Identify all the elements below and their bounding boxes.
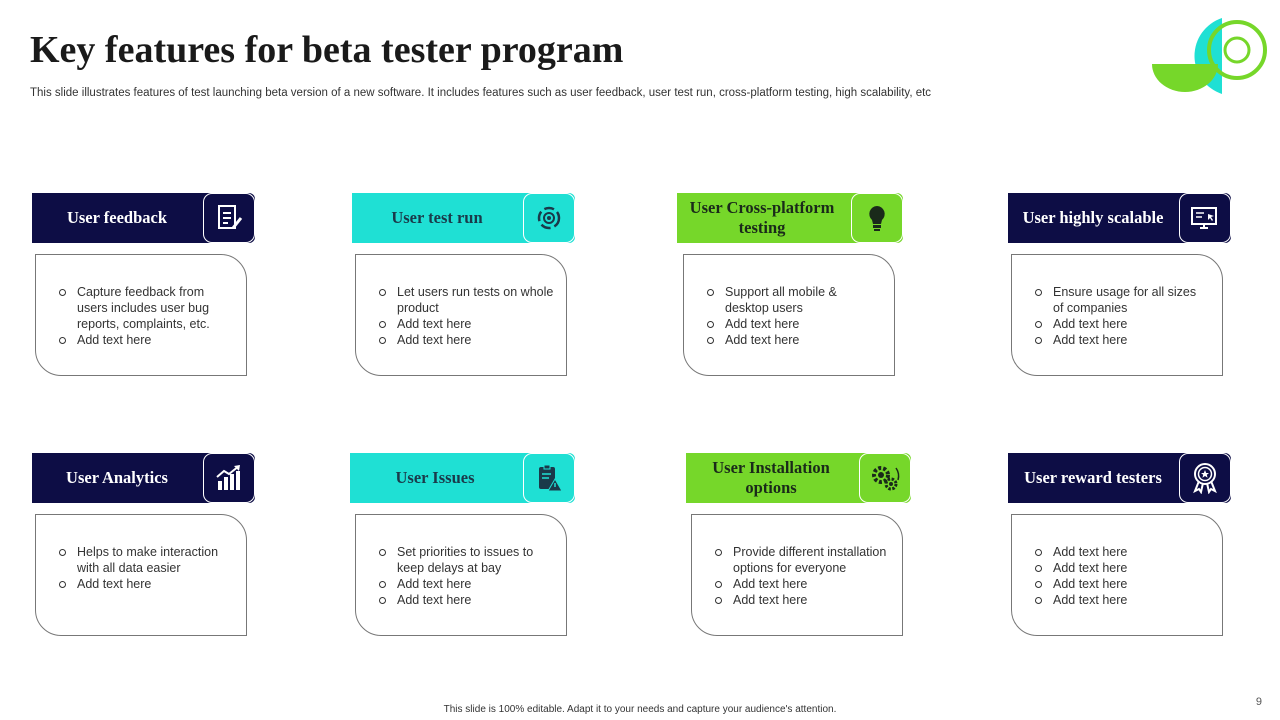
card-header — [1008, 193, 1231, 243]
list-item: Add text here — [379, 576, 554, 592]
list-item: Add text here — [707, 316, 882, 332]
list-item: Add text here — [379, 332, 554, 348]
card-title: User test run — [391, 208, 483, 228]
card-body — [691, 514, 903, 636]
list-item: Add text here — [1035, 544, 1210, 560]
card-body — [35, 254, 247, 376]
list-item: Add text here — [707, 332, 882, 348]
monitor-icon — [1179, 193, 1231, 243]
list-item: Add text here — [379, 316, 554, 332]
card-header — [677, 193, 903, 243]
card-body — [35, 514, 247, 636]
list-item: Set priorities to issues to keep delays at bay — [379, 544, 554, 576]
feature-card-user-analytics — [32, 453, 257, 643]
list-item: Add text here — [1035, 332, 1210, 348]
page-title: Key features for beta tester program — [30, 29, 624, 71]
feature-card-user-test-run — [352, 193, 577, 383]
card-body — [1011, 514, 1223, 636]
award-ribbon-icon — [1179, 453, 1231, 503]
card-body — [355, 254, 567, 376]
list-item: Helps to make interaction with all data easier — [59, 544, 234, 576]
bullet-list — [707, 284, 882, 348]
feature-card-user-highly-scalable — [1008, 193, 1233, 383]
list-item: Add text here — [1035, 592, 1210, 608]
bullet-list — [379, 544, 554, 608]
list-item: Capture feedback from users includes user bug reports, complaints, etc. — [59, 284, 234, 332]
card-title: User Cross-platform testing — [689, 198, 835, 237]
list-item: Support all mobile & desktop users — [707, 284, 882, 316]
list-item: Add text here — [59, 576, 234, 592]
page-subtitle: This slide illustrates features of test launching beta version of a new software. It includes features such as user feedback, user test run, cross-platform testing, high scalability, etc — [30, 87, 932, 99]
list-item: Let users run tests on whole product — [379, 284, 554, 316]
card-title: User Issues — [395, 468, 475, 488]
card-title: User feedback — [66, 208, 168, 228]
bullet-list — [1035, 544, 1210, 608]
feature-card-user-reward-testers — [1008, 453, 1233, 643]
list-item: Add text here — [1035, 576, 1210, 592]
list-item: Add text here — [379, 592, 554, 608]
feature-card-user-installation-options — [686, 453, 911, 643]
feature-card-user-feedback — [32, 193, 257, 383]
card-title: User highly scalable — [1022, 208, 1164, 228]
page-number: 9 — [1255, 696, 1262, 708]
list-item: Add text here — [1035, 316, 1210, 332]
card-header — [1008, 453, 1231, 503]
list-item: Add text here — [715, 592, 890, 608]
list-item: Add text here — [59, 332, 234, 348]
card-title: User Installation options — [712, 458, 830, 497]
bullet-list — [379, 284, 554, 348]
card-header — [32, 453, 255, 503]
bullet-list — [715, 544, 890, 608]
test-run-icon — [523, 193, 575, 243]
bullet-list — [1035, 284, 1210, 348]
card-body — [355, 514, 567, 636]
feedback-document-icon — [203, 193, 255, 243]
card-title: User reward testers — [1024, 468, 1162, 488]
decorative-logo — [1150, 16, 1268, 96]
feature-card-user-issues — [350, 453, 575, 643]
card-header — [352, 193, 575, 243]
bullet-list — [59, 544, 234, 592]
card-header — [350, 453, 575, 503]
card-body — [683, 254, 895, 376]
list-item: Provide different installation options for everyone — [715, 544, 890, 576]
card-header — [32, 193, 255, 243]
card-title: User Analytics — [66, 468, 168, 488]
list-item: Add text here — [715, 576, 890, 592]
feature-card-user-cross-platform — [677, 193, 902, 383]
footer-note: This slide is 100% editable. Adapt it to your needs and capture your audience's attention. — [443, 704, 837, 715]
list-item: Add text here — [1035, 560, 1210, 576]
lightbulb-icon — [851, 193, 903, 243]
card-header — [686, 453, 911, 503]
gears-icon — [859, 453, 911, 503]
card-body — [1011, 254, 1223, 376]
analytics-chart-icon — [203, 453, 255, 503]
clipboard-warning-icon — [523, 453, 575, 503]
bullet-list — [59, 284, 234, 348]
list-item: Ensure usage for all sizes of companies — [1035, 284, 1210, 316]
